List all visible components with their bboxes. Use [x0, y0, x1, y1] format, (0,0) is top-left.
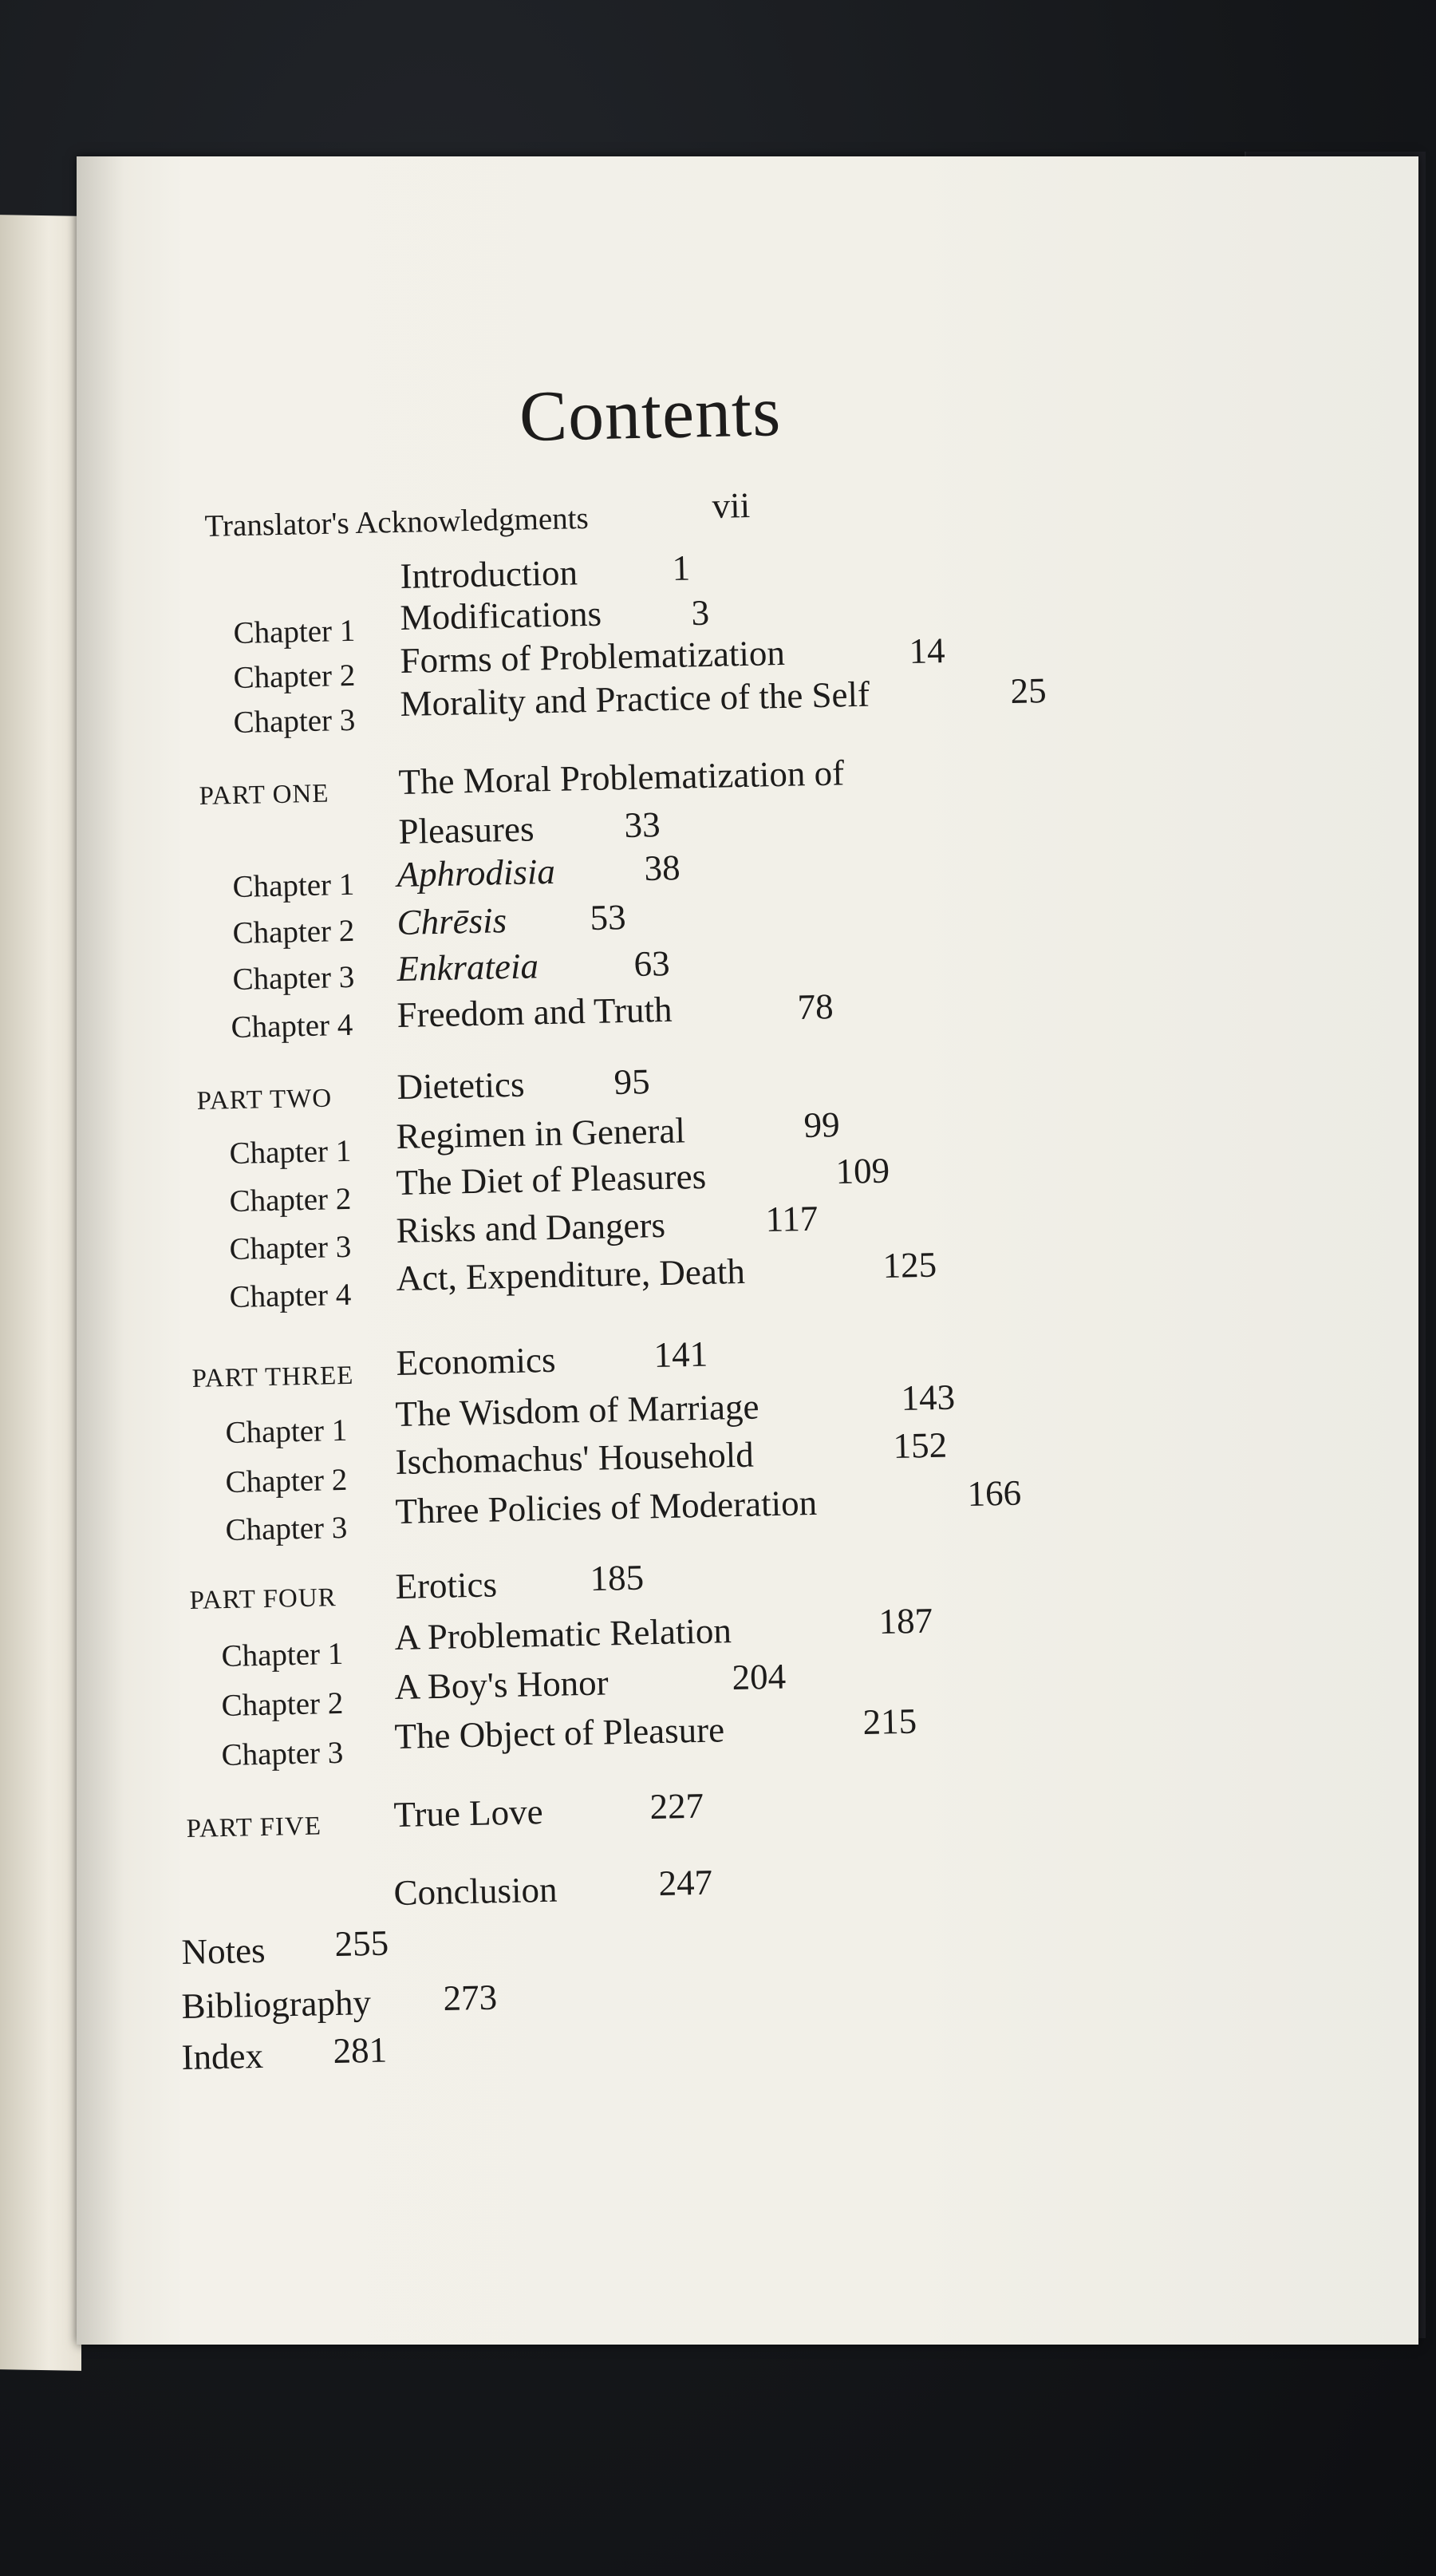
toc-page: 227 [649, 1785, 704, 1827]
toc-title: Regimen in General [395, 1110, 686, 1156]
toc-page: 152 [892, 1424, 948, 1466]
toc-label: Chapter 1 [233, 613, 356, 650]
toc-label: Chapter 2 [221, 1685, 344, 1723]
toc-label: Chapter 3 [225, 1510, 348, 1547]
toc-label: Chapter 4 [231, 1007, 353, 1045]
toc-page: 53 [589, 897, 627, 938]
toc-page: 99 [803, 1104, 841, 1145]
toc-part-label: PART FIVE [186, 1811, 322, 1843]
toc-page: 38 [643, 847, 681, 888]
toc-label: Chapter 1 [232, 867, 355, 904]
toc-title: Economics [395, 1339, 556, 1383]
toc-page: 247 [657, 1862, 713, 1903]
toc-page: 166 [966, 1472, 1022, 1514]
toc-label: Chapter 1 [229, 1133, 352, 1171]
toc-page: 215 [862, 1701, 917, 1742]
toc-title: Freedom and Truth [396, 989, 673, 1035]
toc-title: The Wisdom of Marriage [394, 1386, 759, 1434]
toc-label: Chapter 1 [225, 1412, 348, 1450]
toc-page: 33 [623, 804, 661, 845]
toc-label: Chapter 3 [232, 959, 355, 997]
toc-label: Chapter 3 [229, 1229, 352, 1266]
toc-page: 125 [882, 1244, 937, 1286]
toc-label: Chapter 2 [232, 913, 355, 950]
toc-page: 204 [731, 1656, 787, 1697]
toc-page: 3 [690, 592, 710, 633]
toc-page: 109 [834, 1150, 890, 1191]
toc-label: Chapter 2 [229, 1181, 352, 1219]
toc-title: Aphrodisia [396, 851, 556, 895]
toc-title: Act, Expenditure, Death [395, 1250, 746, 1298]
toc-page: 25 [1009, 670, 1047, 711]
toc-title: Modifications [399, 593, 602, 638]
toc-page: 1 [671, 547, 691, 588]
toc-title: Forms of Problematization [399, 632, 786, 681]
toc-title: Enkrateia [396, 946, 539, 989]
toc-label: Bibliography [180, 1982, 372, 2026]
toc-title: Introduction [399, 552, 578, 596]
toc-title: Pleasures [397, 808, 535, 851]
toc-title: Risks and Dangers [395, 1204, 666, 1250]
toc-title: Three Policies of Moderation [394, 1482, 818, 1531]
toc-title: The Diet of Pleasures [395, 1156, 707, 1203]
toc-title: Erotics [394, 1564, 498, 1606]
toc-label: Chapter 3 [233, 702, 356, 740]
toc-page: 63 [633, 943, 671, 984]
toc-page: 95 [613, 1061, 651, 1102]
toc-page: vii [711, 485, 751, 526]
toc-label: Chapter 3 [221, 1735, 344, 1772]
toc-title: Conclusion [393, 1869, 558, 1913]
toc-title: Ischomachus' Household [394, 1434, 755, 1482]
toc-title: The Moral Problematization of [397, 753, 845, 802]
toc-page: 141 [653, 1333, 708, 1375]
toc-label: Chapter 1 [221, 1636, 344, 1673]
toc-page: 143 [900, 1377, 956, 1418]
toc-label: Notes [180, 1930, 266, 1972]
toc-label: Chapter 4 [229, 1277, 352, 1314]
toc-part-label: PART FOUR [189, 1583, 337, 1615]
toc-page: 187 [878, 1600, 933, 1642]
toc-page: 255 [333, 1922, 389, 1964]
toc-title: Chrēsis [396, 900, 507, 942]
toc-title: Morality and Practice of the Self [399, 674, 870, 724]
toc-title: Dietetics [396, 1064, 525, 1107]
toc-title: A Boy's Honor [393, 1662, 610, 1707]
page-title: Contents [519, 372, 783, 456]
toc-page: 281 [332, 2029, 388, 2071]
toc-title: The Object of Pleasure [393, 1709, 725, 1756]
toc-page: 185 [589, 1557, 645, 1598]
toc-label: Chapter 2 [225, 1462, 348, 1499]
toc-part-label: PART THREE [191, 1361, 354, 1393]
toc-part-label: PART TWO [196, 1084, 333, 1116]
toc-label: Translator's Acknowledgments [204, 500, 590, 543]
toc-page: 14 [908, 630, 946, 671]
toc-page: 273 [442, 1977, 498, 2018]
toc-part-label: PART ONE [199, 779, 329, 811]
toc-title: A Problematic Relation [393, 1610, 732, 1657]
toc-page: 78 [796, 986, 834, 1027]
toc-label: Chapter 2 [233, 658, 356, 695]
toc-label: Index [180, 2035, 264, 2077]
toc-page: 117 [764, 1198, 819, 1239]
toc-title: True Love [393, 1792, 544, 1835]
